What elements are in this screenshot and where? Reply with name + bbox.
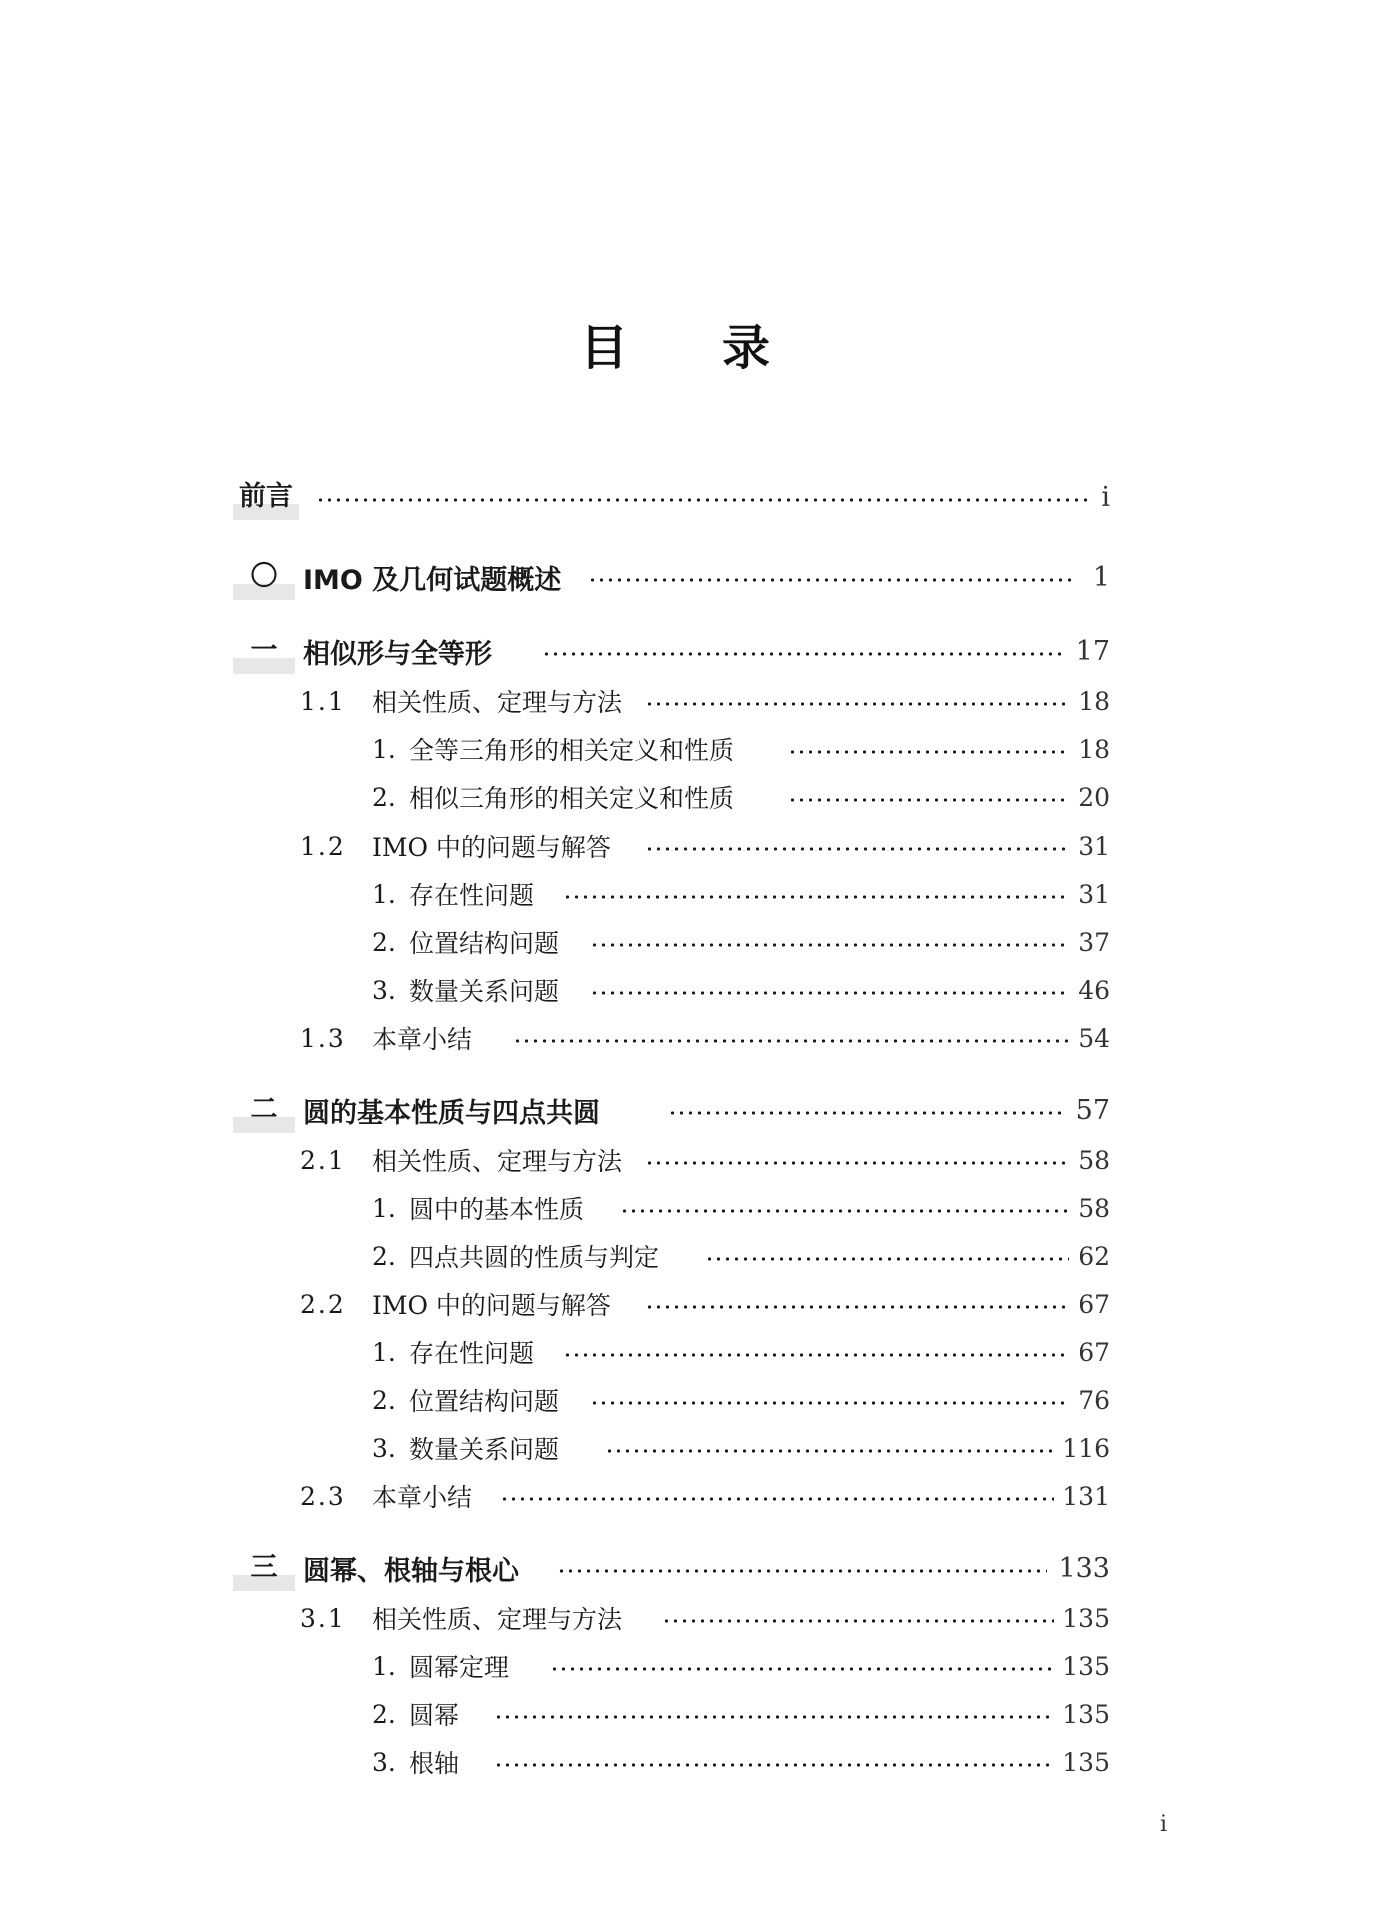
toc-chapter-1[interactable] xyxy=(0,629,1378,673)
toc-section[interactable] xyxy=(0,1282,1378,1326)
section-page: 67 xyxy=(1078,1289,1110,1319)
item-title: 位置结构问题 xyxy=(409,929,560,958)
section-page: 54 xyxy=(1078,1023,1110,1053)
item-title: 全等三角形的相关定义和性质 xyxy=(409,736,735,765)
item-title: 根轴 xyxy=(409,1749,460,1778)
chapter-number-badge: 二 xyxy=(233,1093,295,1127)
toc-section[interactable] xyxy=(0,1596,1378,1640)
dot-leader xyxy=(590,1399,1069,1407)
chapter-page: 133 xyxy=(1058,1552,1110,1584)
toc-subsection[interactable] xyxy=(0,1378,1378,1422)
dot-leader xyxy=(550,1665,1054,1673)
item-page: 20 xyxy=(1078,782,1110,812)
item-number: 3. xyxy=(372,1747,396,1777)
dot-leader xyxy=(557,1567,1047,1575)
item-title: 存在性问题 xyxy=(409,881,535,910)
item-page: 116 xyxy=(1062,1433,1110,1463)
dot-leader xyxy=(590,989,1069,997)
item-number: 1. xyxy=(372,734,396,764)
dot-leader xyxy=(645,845,1069,853)
dot-leader xyxy=(788,796,1069,804)
item-title: 圆幂定理 xyxy=(409,1653,510,1682)
chapter-page: 57 xyxy=(1075,1094,1110,1126)
toc-subsection[interactable] xyxy=(0,1186,1378,1230)
dot-leader xyxy=(500,1495,1054,1503)
toc-section[interactable] xyxy=(0,1474,1378,1518)
toc-subsection[interactable] xyxy=(0,1330,1378,1374)
chapter-number-badge: 〇 xyxy=(233,560,295,594)
item-number: 3. xyxy=(372,1433,396,1463)
item-number: 2. xyxy=(372,1385,396,1415)
item-page: 58 xyxy=(1078,1193,1110,1223)
item-number: 2. xyxy=(372,1241,396,1271)
toc-section[interactable] xyxy=(0,824,1378,868)
chapter-page: 1 xyxy=(1092,561,1110,593)
item-page: 76 xyxy=(1078,1385,1110,1415)
item-title: 相似三角形的相关定义和性质 xyxy=(409,784,735,813)
item-page: 62 xyxy=(1078,1241,1110,1271)
item-number: 2. xyxy=(372,1699,396,1729)
toc-subsection[interactable] xyxy=(0,1644,1378,1688)
toc-section[interactable] xyxy=(0,1138,1378,1182)
toc-subsection[interactable] xyxy=(0,775,1378,819)
toc-subsection[interactable] xyxy=(0,968,1378,1012)
dot-leader xyxy=(668,1109,1062,1117)
toc-preface-label: 前言 xyxy=(233,480,299,514)
item-page: 31 xyxy=(1078,879,1110,909)
toc-subsection[interactable] xyxy=(0,1426,1378,1470)
section-number: 1.1 xyxy=(300,686,346,716)
dot-leader xyxy=(645,1159,1069,1167)
dot-leader xyxy=(645,1303,1069,1311)
dot-leader xyxy=(563,893,1069,901)
chapter-title: 相似形与全等形 xyxy=(303,638,492,670)
toc-subsection[interactable] xyxy=(0,727,1378,771)
section-title: 相关性质、定理与方法 xyxy=(372,1605,623,1634)
dot-leader xyxy=(620,1207,1069,1215)
toc-subsection[interactable] xyxy=(0,1234,1378,1278)
item-page: 37 xyxy=(1078,927,1110,957)
chapter-number-badge: 一 xyxy=(233,634,295,668)
item-page: 18 xyxy=(1078,734,1110,764)
section-title: 本章小结 xyxy=(372,1025,473,1054)
toc-subsection[interactable] xyxy=(0,1740,1378,1784)
toc-subsection[interactable] xyxy=(0,920,1378,964)
toc-chapter-0[interactable] xyxy=(0,555,1378,599)
section-title: 相关性质、定理与方法 xyxy=(372,688,623,717)
toc-entry-preface[interactable] xyxy=(0,475,1378,519)
section-number: 3.1 xyxy=(300,1603,346,1633)
dot-leader xyxy=(316,496,1090,504)
chapter-page: 17 xyxy=(1075,635,1110,667)
dot-leader xyxy=(605,1447,1054,1455)
section-number: 2.3 xyxy=(300,1481,346,1511)
toc-subsection[interactable] xyxy=(0,1692,1378,1736)
toc-subsection[interactable] xyxy=(0,872,1378,916)
toc-preface-page: i xyxy=(1101,481,1110,513)
dot-leader xyxy=(494,1713,1054,1721)
section-title: 本章小结 xyxy=(372,1483,473,1512)
dot-leader xyxy=(494,1761,1054,1769)
section-page: 58 xyxy=(1078,1145,1110,1175)
item-number: 3. xyxy=(372,975,396,1005)
chapter-number-badge: 三 xyxy=(233,1551,295,1585)
item-number: 2. xyxy=(372,927,396,957)
section-page: 31 xyxy=(1078,831,1110,861)
chapter-title: 圆幂、根轴与根心 xyxy=(303,1555,519,1587)
item-page: 67 xyxy=(1078,1337,1110,1367)
section-number: 2.2 xyxy=(300,1289,346,1319)
section-page: 18 xyxy=(1078,686,1110,716)
item-title: 圆中的基本性质 xyxy=(409,1195,585,1224)
dot-leader xyxy=(542,650,1062,658)
item-page: 135 xyxy=(1062,1747,1110,1777)
item-page: 135 xyxy=(1062,1699,1110,1729)
page-title-char-1: 目 xyxy=(580,320,629,376)
item-number: 1. xyxy=(372,1193,396,1223)
item-title: 数量关系问题 xyxy=(409,977,560,1006)
item-number: 2. xyxy=(372,782,396,812)
item-title: 位置结构问题 xyxy=(409,1387,560,1416)
chapter-title: IMO 及几何试题概述 xyxy=(303,564,562,596)
dot-leader xyxy=(590,941,1069,949)
item-number: 1. xyxy=(372,1651,396,1681)
item-number: 1. xyxy=(372,879,396,909)
toc-chapter-3[interactable] xyxy=(0,1546,1378,1590)
chapter-title: 圆的基本性质与四点共圆 xyxy=(303,1097,600,1129)
item-page: 135 xyxy=(1062,1651,1110,1681)
section-number: 1.2 xyxy=(300,831,346,861)
section-title: IMO 中的问题与解答 xyxy=(372,1291,611,1320)
page-title-char-2: 录 xyxy=(722,320,771,376)
section-page: 131 xyxy=(1062,1481,1110,1511)
page-folio-number: i xyxy=(1160,1812,1168,1837)
dot-leader xyxy=(513,1037,1069,1045)
item-title: 圆幂 xyxy=(409,1701,460,1730)
dot-leader xyxy=(588,576,1076,584)
dot-leader xyxy=(563,1351,1069,1359)
dot-leader xyxy=(645,700,1069,708)
section-title: 相关性质、定理与方法 xyxy=(372,1147,623,1176)
section-number: 1.3 xyxy=(300,1023,346,1053)
dot-leader xyxy=(662,1617,1054,1625)
item-number: 1. xyxy=(372,1337,396,1367)
toc-chapter-2[interactable] xyxy=(0,1088,1378,1132)
item-title: 数量关系问题 xyxy=(409,1435,560,1464)
item-title: 存在性问题 xyxy=(409,1339,535,1368)
toc-section[interactable] xyxy=(0,1016,1378,1060)
section-number: 2.1 xyxy=(300,1145,346,1175)
dot-leader xyxy=(788,748,1069,756)
section-page: 135 xyxy=(1062,1603,1110,1633)
toc-section[interactable] xyxy=(0,679,1378,723)
item-page: 46 xyxy=(1078,975,1110,1005)
section-title: IMO 中的问题与解答 xyxy=(372,833,611,862)
dot-leader xyxy=(705,1255,1069,1263)
item-title: 四点共圆的性质与判定 xyxy=(409,1243,660,1272)
